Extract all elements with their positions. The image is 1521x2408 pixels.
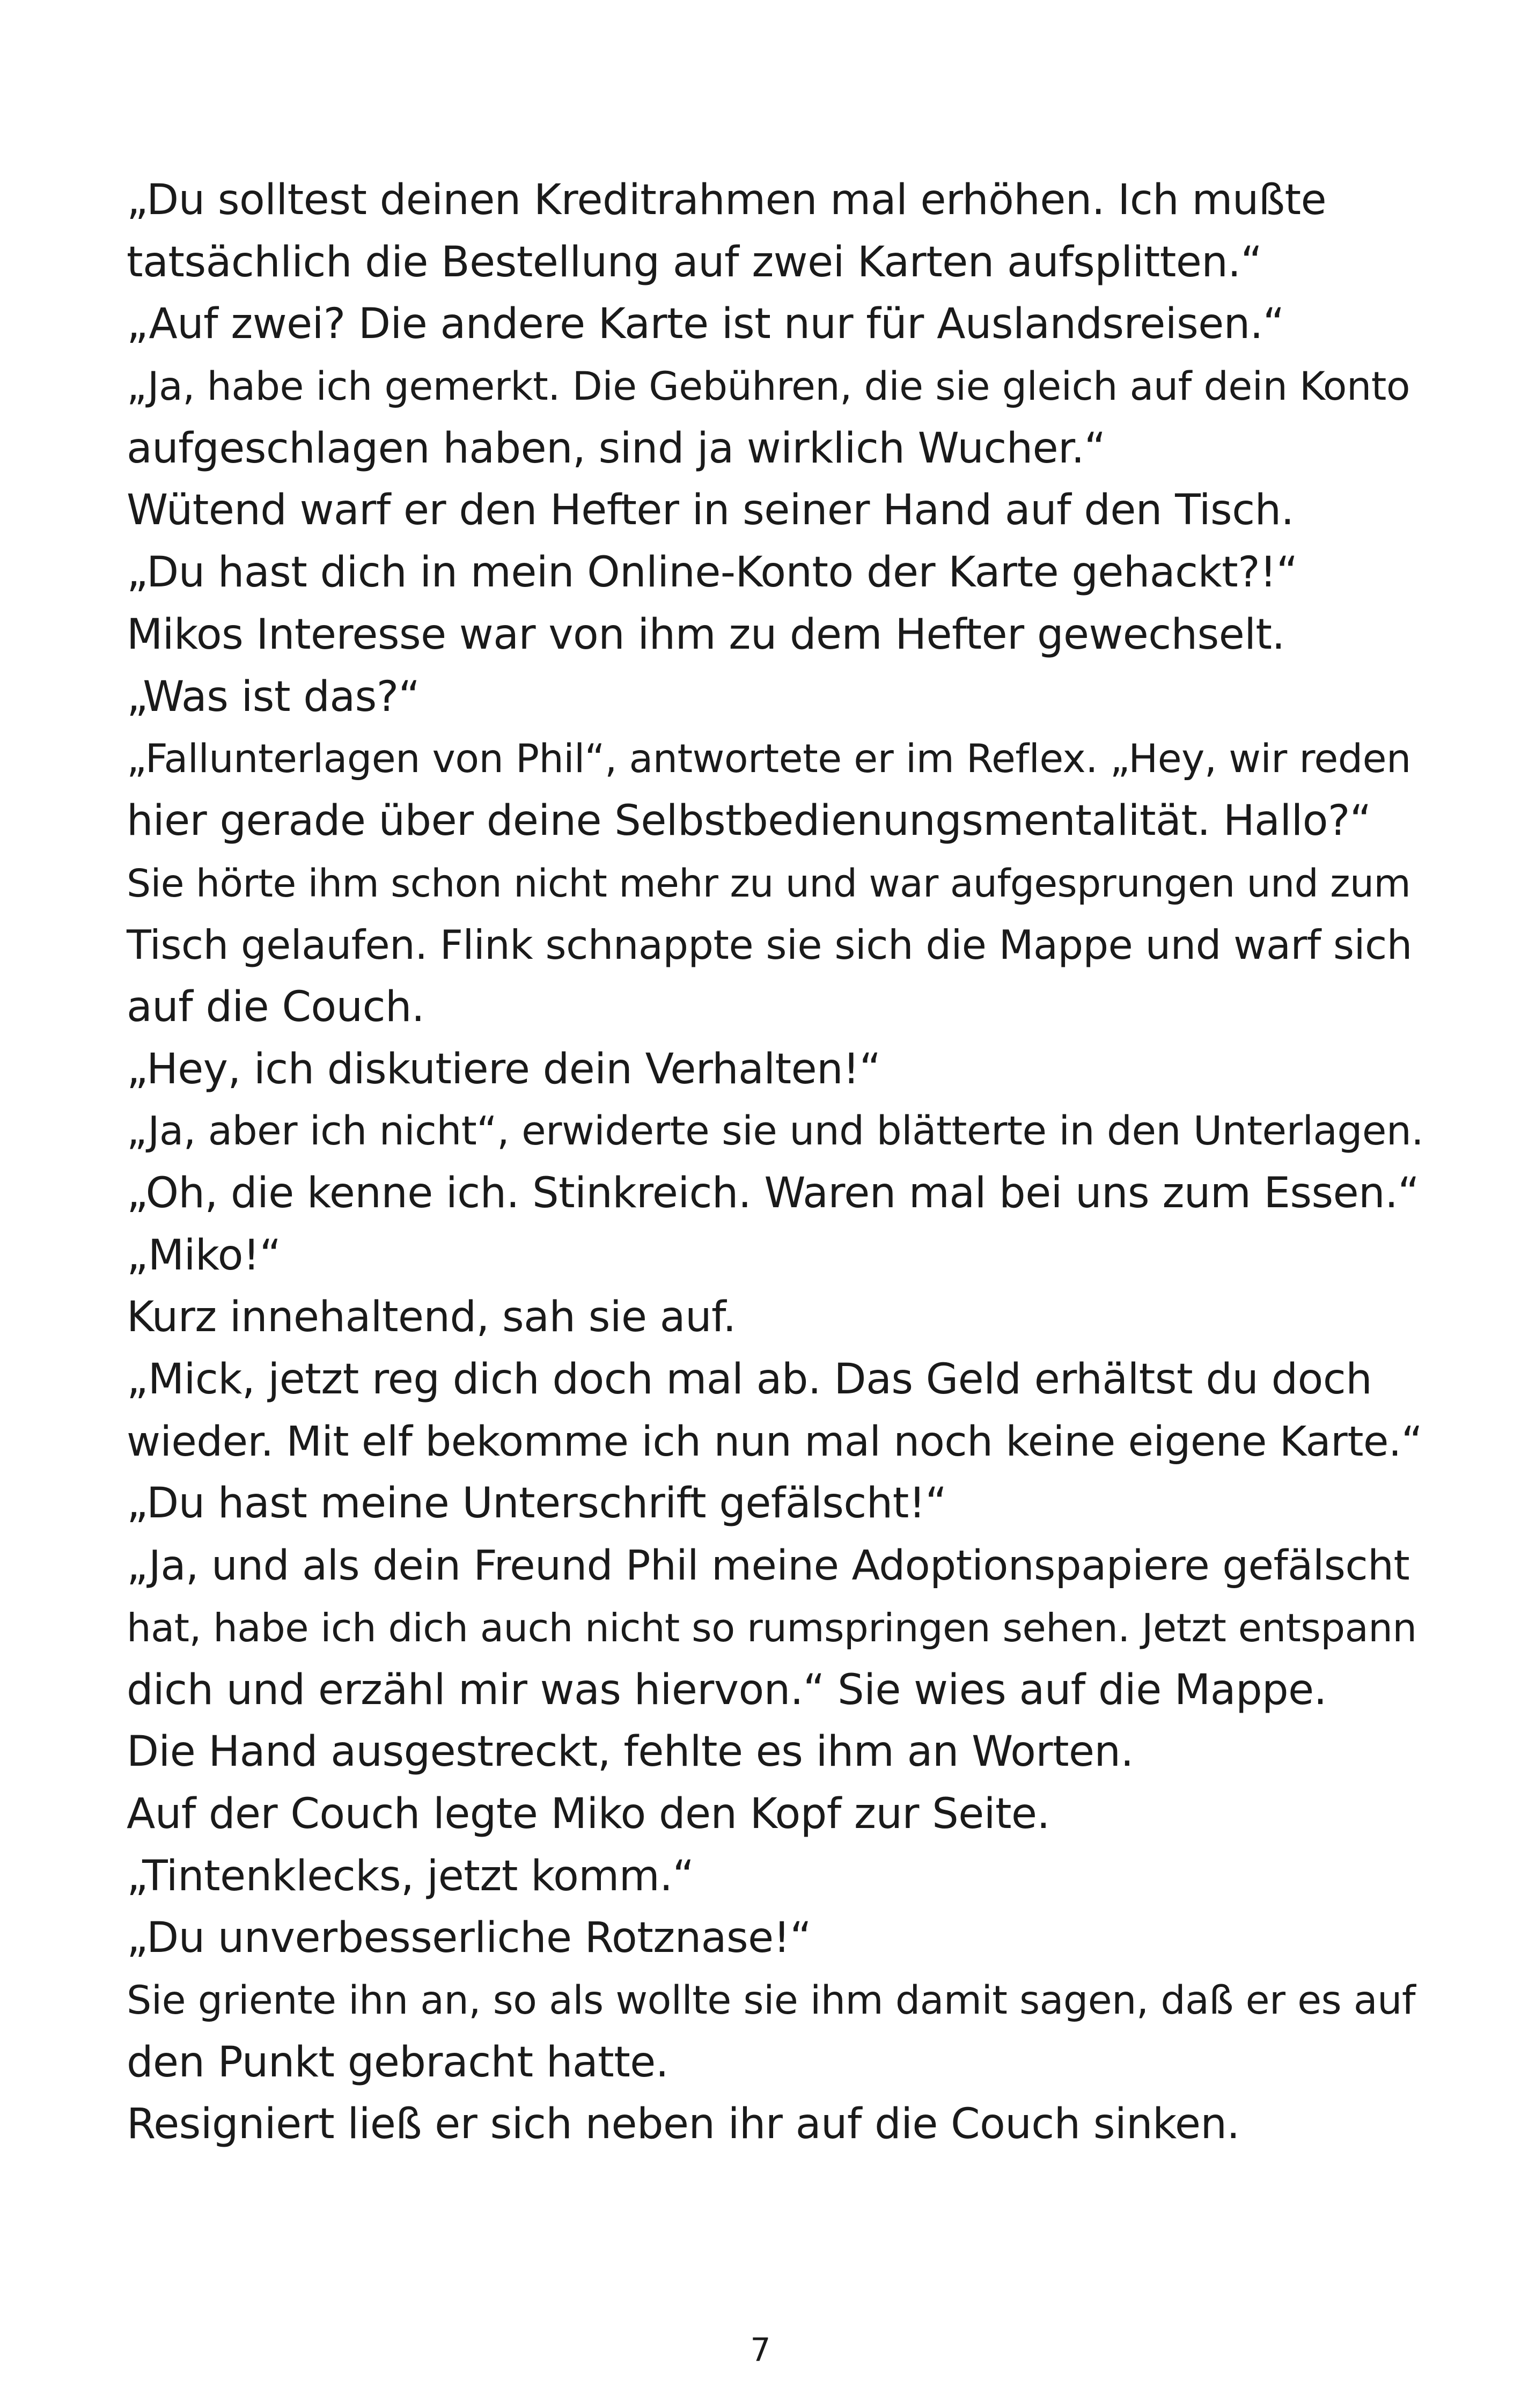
text-line: Auf der Couch legte Miko den Kopf zur Seite. [127, 1789, 1050, 1838]
text-line: „Ja, habe ich gemerkt. Die Gebühren, die sie gleich auf dein Konto [127, 364, 1410, 410]
text-line: hat, habe ich dich auch nicht so rumspringen sehen. Jetzt entspann [127, 1605, 1417, 1650]
text-line: Mikos Interesse war von ihm zu dem Hefter gewechselt. [127, 610, 1285, 659]
text-line: Sie hörte ihm schon nicht mehr zu und war aufgesprungen und zum [127, 861, 1411, 906]
text-line: aufgeschlagen haben, sind ja wirklich Wucher.“ [127, 424, 1106, 473]
text-line: Tisch gelaufen. Flink schnappte sie sich die Mappe und warf sich [127, 921, 1412, 969]
text-line: Kurz innehaltend, sah sie auf. [127, 1293, 736, 1342]
text-line: tatsächlich die Bestellung auf zwei Karten aufsplitten.“ [127, 238, 1262, 287]
text-line: „Hey, ich diskutiere dein Verhalten!“ [127, 1045, 881, 1093]
body-text [127, 170, 1425, 2156]
text-line: „Miko!“ [127, 1231, 281, 1280]
text-line: „Du unverbesserliche Rotznase!“ [127, 1914, 812, 1963]
text-line: „Ja, und als dein Freund Phil meine Adoptionspapiere gefälscht [127, 1542, 1410, 1590]
text-line: „Was ist das?“ [127, 672, 420, 721]
text-line: Die Hand ausgestreckt, fehlte es ihm an Worten. [127, 1728, 1134, 1776]
text-line: „Du hast dich in mein Online-Konto der Karte gehackt?!“ [127, 548, 1298, 597]
text-line: „Tintenklecks, jetzt komm.“ [127, 1852, 694, 1900]
text-line: hier gerade über deine Selbstbedienungsmentalität. Hallo?“ [127, 796, 1371, 845]
text-line: „Auf zwei? Die andere Karte ist nur für Auslandsreisen.“ [127, 300, 1284, 349]
text-line: dich und erzähl mir was hiervon.“ Sie wies auf die Mappe. [127, 1665, 1327, 1714]
text-line: Resigniert ließ er sich neben ihr auf die Couch sinken. [127, 2100, 1240, 2149]
text-line: „Du hast meine Unterschrift gefälscht!“ [127, 1479, 947, 1528]
text-line: „Mick, jetzt reg dich doch mal ab. Das Geld erhältst du doch [127, 1355, 1372, 1404]
text-line: Sie griente ihn an, so als wollte sie ihm damit sagen, daß er es auf [127, 1977, 1416, 2023]
text-line: „Fallunterlagen von Phil“, antwortete er im Reflex. „Hey, wir reden [127, 736, 1411, 782]
text-line: Wütend warf er den Hefter in seiner Hand auf den Tisch. [127, 486, 1294, 535]
text-line: wieder. Mit elf bekomme ich nun mal noch keine eigene Karte.“ [127, 1418, 1423, 1466]
text-line: „Ja, aber ich nicht“, erwiderte sie und blätterte in den Unterlagen. [127, 1108, 1424, 1155]
text-line: auf die Couch. [127, 982, 425, 1031]
text-line: „Du solltest deinen Kreditrahmen mal erhöhen. Ich mußte [127, 176, 1327, 224]
text-line: „Oh, die kenne ich. Stinkreich. Waren mal bei uns zum Essen.“ [127, 1169, 1420, 1217]
text-line: den Punkt gebracht hatte. [127, 2038, 669, 2087]
page-number: 7 [750, 2331, 771, 2369]
